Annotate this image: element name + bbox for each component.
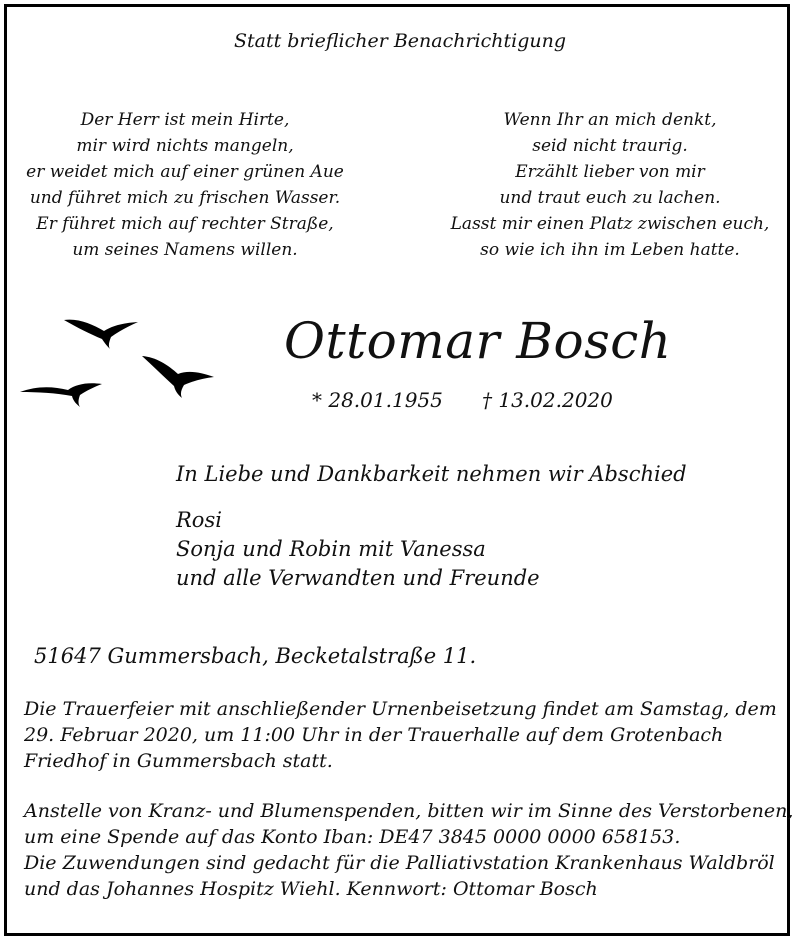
death-date: † 13.02.2020: [482, 388, 613, 412]
mourner-line: und alle Verwandten und Freunde: [176, 566, 540, 590]
verse-line: seid nicht traurig.: [532, 136, 688, 156]
verse-line: er weidet mich auf einer grünen Aue: [26, 162, 344, 182]
mourner-line: Sonja und Robin mit Vanessa: [176, 537, 486, 561]
verse-line: so wie ich ihn im Leben hatte.: [480, 240, 740, 260]
birth-date: * 28.01.1955: [312, 388, 443, 412]
verse-line: Erzählt lieber von mir: [515, 162, 705, 182]
service-line: 29. Februar 2020, um 11:00 Uhr in der Trauerhalle auf dem Grotenbach: [24, 724, 724, 746]
donation-line: Anstelle von Kranz- und Blumenspenden, bitten wir im Sinne des Verstorbenen,: [24, 800, 794, 822]
service-line: Die Trauerfeier mit anschließender Urnenbeisetzung findet am Samstag, dem: [24, 698, 777, 720]
verse-line: Lasst mir einen Platz zwischen euch,: [450, 214, 770, 234]
family-address: 51647 Gummersbach, Becketalstraße 11.: [34, 644, 477, 668]
donation-line: und das Johannes Hospitz Wiehl. Kennwort: Ottomar Bosch: [24, 878, 598, 900]
mourners-list: [176, 506, 540, 593]
flying-birds-icon: [18, 312, 258, 412]
farewell-line: In Liebe und Dankbarkeit nehmen wir Abschied: [176, 462, 687, 486]
mourner-line: Rosi: [176, 508, 222, 532]
service-line: Friedhof in Gummersbach statt.: [24, 750, 333, 772]
verse-line: Er führet mich auf rechter Straße,: [36, 214, 334, 234]
verse-line: um seines Namens willen.: [72, 240, 298, 260]
verse-line: und führet mich zu frischen Wasser.: [29, 188, 341, 208]
verse-line: und traut euch zu lachen.: [499, 188, 721, 208]
verse-line: Wenn Ihr an mich denkt,: [503, 110, 717, 130]
donation-line: Die Zuwendungen sind gedacht für die Palliativstation Krankenhaus Waldbröl: [24, 852, 775, 874]
donation-line: um eine Spende auf das Konto Iban: DE47 3845 0000 0000 658153.: [24, 826, 681, 848]
verse-line: Der Herr ist mein Hirte,: [80, 110, 290, 130]
notice-header: Statt brieflicher Benachrichtigung: [233, 30, 567, 52]
donation-info: [24, 798, 794, 902]
psalm-verse: [20, 107, 350, 263]
verse-line: mir wird nichts mangeln,: [76, 136, 294, 156]
remembrance-verse: [440, 107, 780, 263]
service-info: [24, 696, 784, 774]
deceased-name: Ottomar Bosch: [284, 312, 672, 370]
